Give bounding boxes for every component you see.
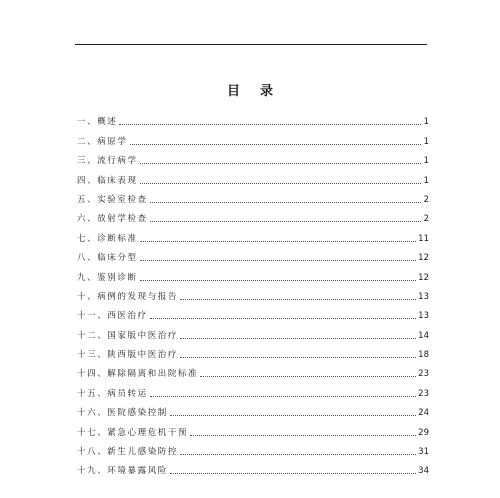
toc-leader-dots bbox=[180, 447, 416, 455]
toc-entry-label: 十四、解除隔离和出院标准 bbox=[77, 369, 199, 380]
header-rule bbox=[75, 44, 427, 45]
toc-entry[interactable] bbox=[77, 166, 429, 185]
toc-entry-page-number: 12 bbox=[418, 272, 429, 283]
toc-entry[interactable] bbox=[77, 283, 429, 302]
toc-leader-dots bbox=[150, 214, 421, 222]
toc-entry-label: 十九、环境暴露风险 bbox=[77, 466, 168, 477]
toc-leader-dots bbox=[140, 273, 417, 281]
toc-entry-label: 一、概述 bbox=[77, 117, 118, 128]
toc-leader-dots bbox=[140, 156, 421, 164]
toc-entry[interactable] bbox=[77, 341, 429, 360]
toc-entry[interactable] bbox=[77, 108, 429, 127]
toc-entry-page-number: 24 bbox=[418, 408, 429, 419]
toc-entry-page-number: 13 bbox=[418, 311, 429, 322]
toc-entry-page-number: 18 bbox=[418, 350, 429, 361]
toc-entry-label: 五、实验室检查 bbox=[77, 194, 148, 205]
toc-entry-page-number: 23 bbox=[418, 388, 429, 399]
toc-entry[interactable] bbox=[77, 321, 429, 340]
toc-leader-dots bbox=[190, 428, 416, 436]
toc-entry[interactable] bbox=[77, 438, 429, 457]
toc-entry-label: 二、病原学 bbox=[77, 136, 128, 147]
toc-entry-page-number: 29 bbox=[418, 427, 429, 438]
toc-entry[interactable] bbox=[77, 457, 429, 476]
toc-entry-page-number: 12 bbox=[418, 253, 429, 264]
toc-leader-dots bbox=[180, 292, 416, 300]
toc-entry[interactable] bbox=[77, 418, 429, 437]
toc-entry-page-number: 2 bbox=[423, 194, 429, 205]
toc-leader-dots bbox=[180, 350, 416, 358]
toc-entry[interactable] bbox=[77, 302, 429, 321]
toc-entry-label: 九、鉴别诊断 bbox=[77, 272, 138, 283]
toc-leader-dots bbox=[140, 176, 421, 184]
toc-entry-label: 六、放射学检查 bbox=[77, 214, 148, 225]
toc-entry-page-number: 1 bbox=[423, 175, 429, 186]
toc-entry-page-number: 1 bbox=[423, 156, 429, 167]
toc-entry-label: 十、病例的发现与报告 bbox=[77, 291, 179, 302]
toc-leader-dots bbox=[140, 253, 417, 261]
toc-leader-dots bbox=[150, 311, 416, 319]
toc-leader-dots bbox=[170, 408, 416, 416]
toc-entry-page-number: 14 bbox=[418, 330, 429, 341]
toc-entry-page-number: 2 bbox=[423, 214, 429, 225]
toc-entry-page-number: 13 bbox=[418, 291, 429, 302]
toc-leader-dots bbox=[170, 466, 416, 474]
toc-entry-page-number: 11 bbox=[418, 233, 429, 244]
toc-entry-label: 八、临床分型 bbox=[77, 253, 138, 264]
toc-leader-dots bbox=[150, 195, 421, 203]
toc-entry-label: 四、临床表现 bbox=[77, 175, 138, 186]
toc-entry-label: 十七、紧急心理危机干预 bbox=[77, 427, 189, 438]
toc-entry[interactable] bbox=[77, 205, 429, 224]
toc-entry-label: 十五、病员转运 bbox=[77, 388, 148, 399]
toc-leader-dots bbox=[119, 117, 421, 125]
toc-entry-page-number: 1 bbox=[423, 136, 429, 147]
toc-entry[interactable] bbox=[77, 379, 429, 398]
toc-entry-page-number: 31 bbox=[418, 447, 429, 458]
toc-entry-label: 十八、新生儿感染防控 bbox=[77, 447, 179, 458]
toc-entry[interactable] bbox=[77, 360, 429, 379]
toc-leader-dots bbox=[150, 389, 416, 397]
toc-leader-dots bbox=[130, 137, 421, 145]
toc-entry[interactable] bbox=[77, 263, 429, 282]
toc-entry[interactable] bbox=[77, 224, 429, 243]
toc-leader-dots bbox=[200, 369, 416, 377]
toc-entry[interactable] bbox=[77, 127, 429, 146]
toc-entry-label: 十三、陕西版中医治疗 bbox=[77, 350, 179, 361]
toc-leader-dots bbox=[140, 234, 417, 242]
toc-entry-page-number: 34 bbox=[418, 466, 429, 477]
toc-entry-page-number: 1 bbox=[423, 117, 429, 128]
toc-entry-label: 十一、西医治疗 bbox=[77, 311, 148, 322]
toc-entry-label: 三、流行病学 bbox=[77, 156, 138, 167]
toc-title: 目录 bbox=[226, 84, 293, 99]
toc-entry[interactable] bbox=[77, 147, 429, 166]
table-of-contents bbox=[77, 108, 429, 476]
toc-entry[interactable] bbox=[77, 244, 429, 263]
toc-entry-label: 十二、国家版中医治疗 bbox=[77, 330, 179, 341]
toc-entry[interactable] bbox=[77, 399, 429, 418]
toc-leader-dots bbox=[180, 331, 416, 339]
toc-entry[interactable] bbox=[77, 186, 429, 205]
toc-entry-label: 七、诊断标准 bbox=[77, 233, 138, 244]
toc-entry-page-number: 23 bbox=[418, 369, 429, 380]
toc-entry-label: 十六、医院感染控制 bbox=[77, 408, 168, 419]
